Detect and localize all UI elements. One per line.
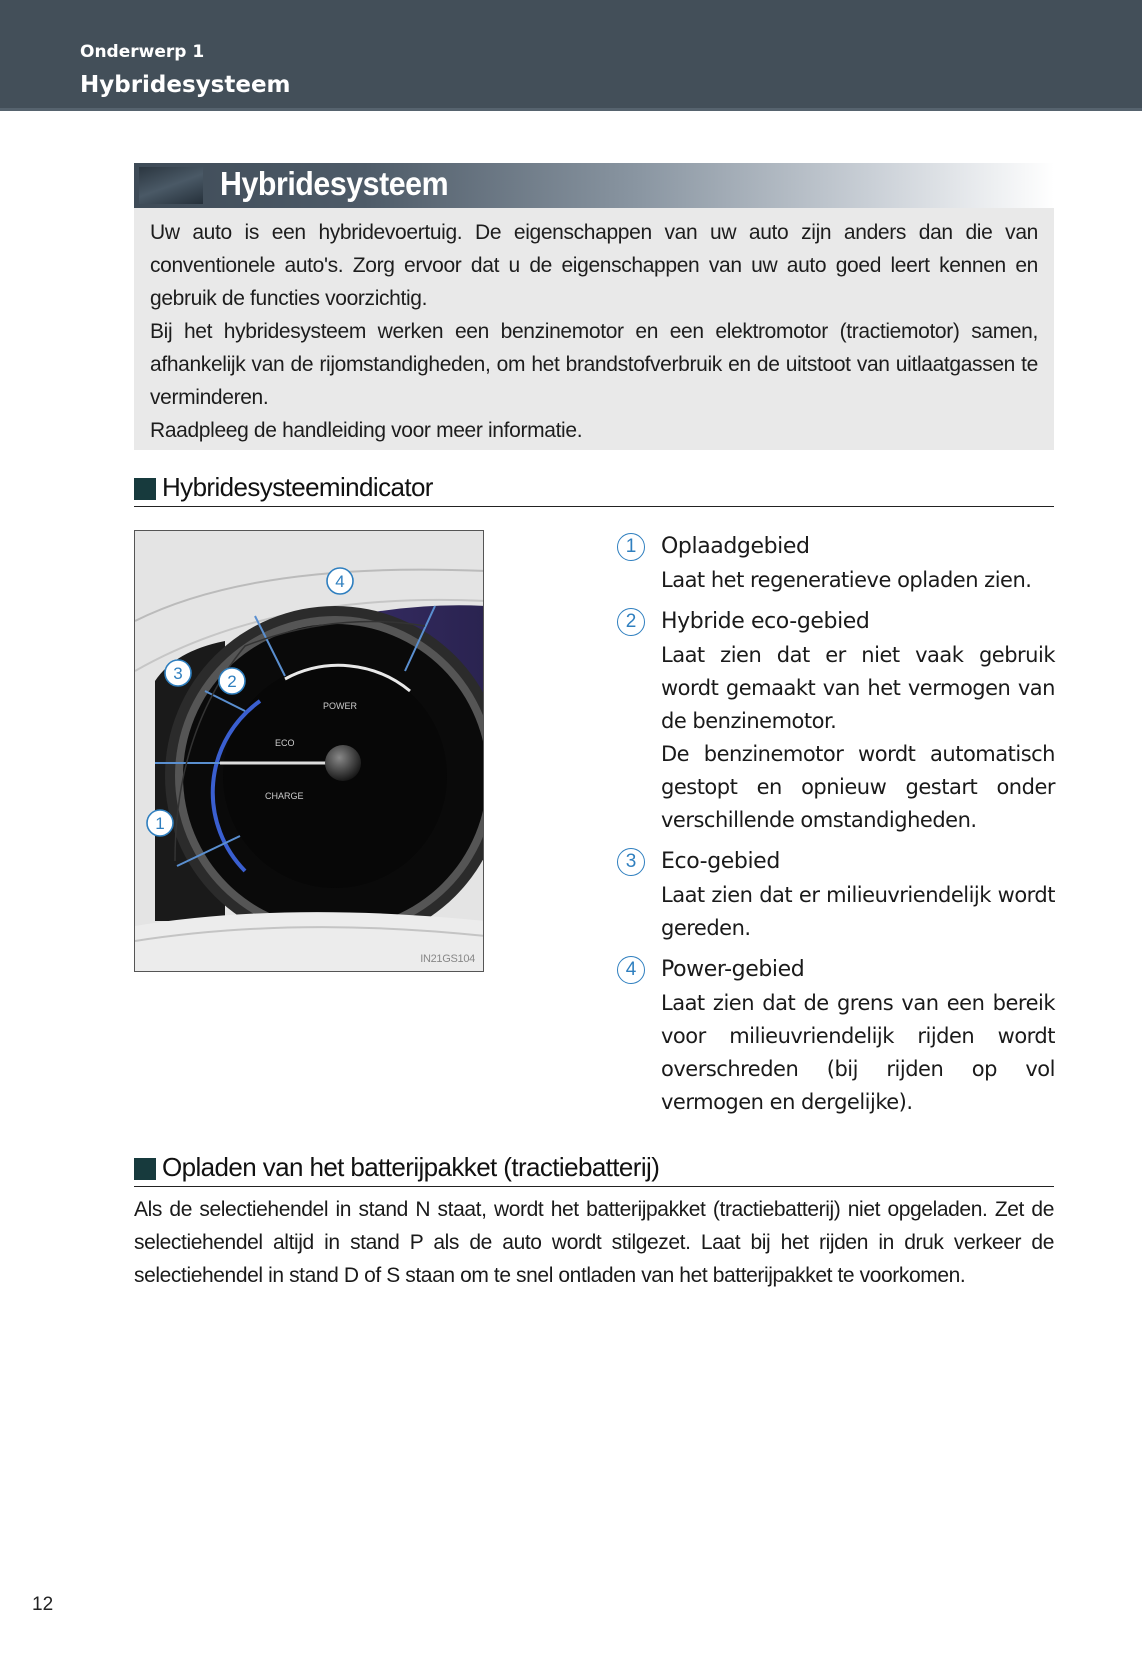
section-heading-text: Hybridesysteemindicator [162,472,433,502]
gauge-illustration [135,531,484,972]
chapter-header-band [0,0,1142,111]
section-heading-battery [134,1150,1054,1187]
heading-square-icon [134,1158,156,1180]
section-heading-text: Opladen van het batterijpakket (tractiebatterij) [162,1152,660,1182]
item-desc: Laat zien dat er niet vaak gebruik wordt gemaakt van het vermogen van de benzinemotor. [661,643,1055,733]
item-title: Hybride eco-gebied [661,609,870,634]
intro-box [134,208,1054,450]
item-desc: De benzinemotor wordt automatisch gestopt en opnieuw gestart onder verschillende omstandigheden. [661,742,1055,832]
svg-text:4: 4 [335,572,345,591]
title-thumbnail-image [139,167,203,204]
list-item [615,530,1055,597]
section-heading-indicator [134,470,1054,507]
gauge-label-charge: CHARGE [265,791,304,801]
callout-4-icon: 4 [617,956,645,984]
chapter-title: Hybridesysteem [80,72,291,98]
item-title: Eco-gebied [661,849,780,874]
intro-paragraph: Raadpleeg de handleiding voor meer informatie. [150,419,583,442]
gauge-label-power: POWER [323,701,358,711]
item-desc: Laat zien dat er milieuvriendelijk wordt gereden. [661,883,1055,940]
item-desc: Laat het regeneratieve opladen zien. [661,568,1032,592]
battery-body-text: Als de selectiehendel in stand N staat, wordt het batterijpakket (tractiebatterij) niet opgeladen. Zet de selectiehendel altijd in stand P als de auto wordt stilgezet. Laat bij het rijden in druk verkeer de selectiehendel in stand D of S staan om te snel ontladen van het batterijpakket te voorkomen. [134,1198,1054,1287]
callout-1-icon: 1 [617,533,645,561]
page-number: 12 [32,1594,54,1615]
intro-paragraph: Uw auto is een hybridevoertuig. De eigenschappen van uw auto zijn anders dan die van conventionele auto's. Zorg ervoor dat u de eigenschappen van uw auto goed leert kennen en gebruik de functies voorzichtig. [150,221,1038,310]
list-item [615,605,1055,837]
svg-text:2: 2 [227,672,237,691]
hybrid-indicator-figure [134,530,484,972]
page-title: Hybridesysteem [220,165,449,202]
item-title: Power-gebied [661,957,805,982]
indicator-legend-list [615,530,1055,1127]
list-item [615,953,1055,1119]
page-title-bar [134,163,1054,208]
heading-square-icon [134,478,156,500]
item-desc: Laat zien dat de grens van een bereik voor milieuvriendelijk rijden wordt overschreden (bij rijden op vol vermogen en dergelijke). [661,991,1055,1114]
callout-3-icon: 3 [617,848,645,876]
callout-2-icon: 2 [617,608,645,636]
gauge-label-eco: ECO [275,738,295,748]
svg-text:3: 3 [173,664,183,683]
intro-paragraph: Bij het hybridesysteem werken een benzinemotor en een elektromotor (tractiemotor) samen, afhankelijk van de rijomstandigheden, om het brandstofverbruik en de uitstoot van uitlaatgassen te verminderen. [150,320,1038,409]
chapter-kicker: Onderwerp 1 [80,42,205,62]
item-title: Oplaadgebied [661,534,810,559]
figure-code: IN21GS104 [420,953,475,965]
list-item [615,845,1055,945]
svg-text:1: 1 [155,814,165,833]
